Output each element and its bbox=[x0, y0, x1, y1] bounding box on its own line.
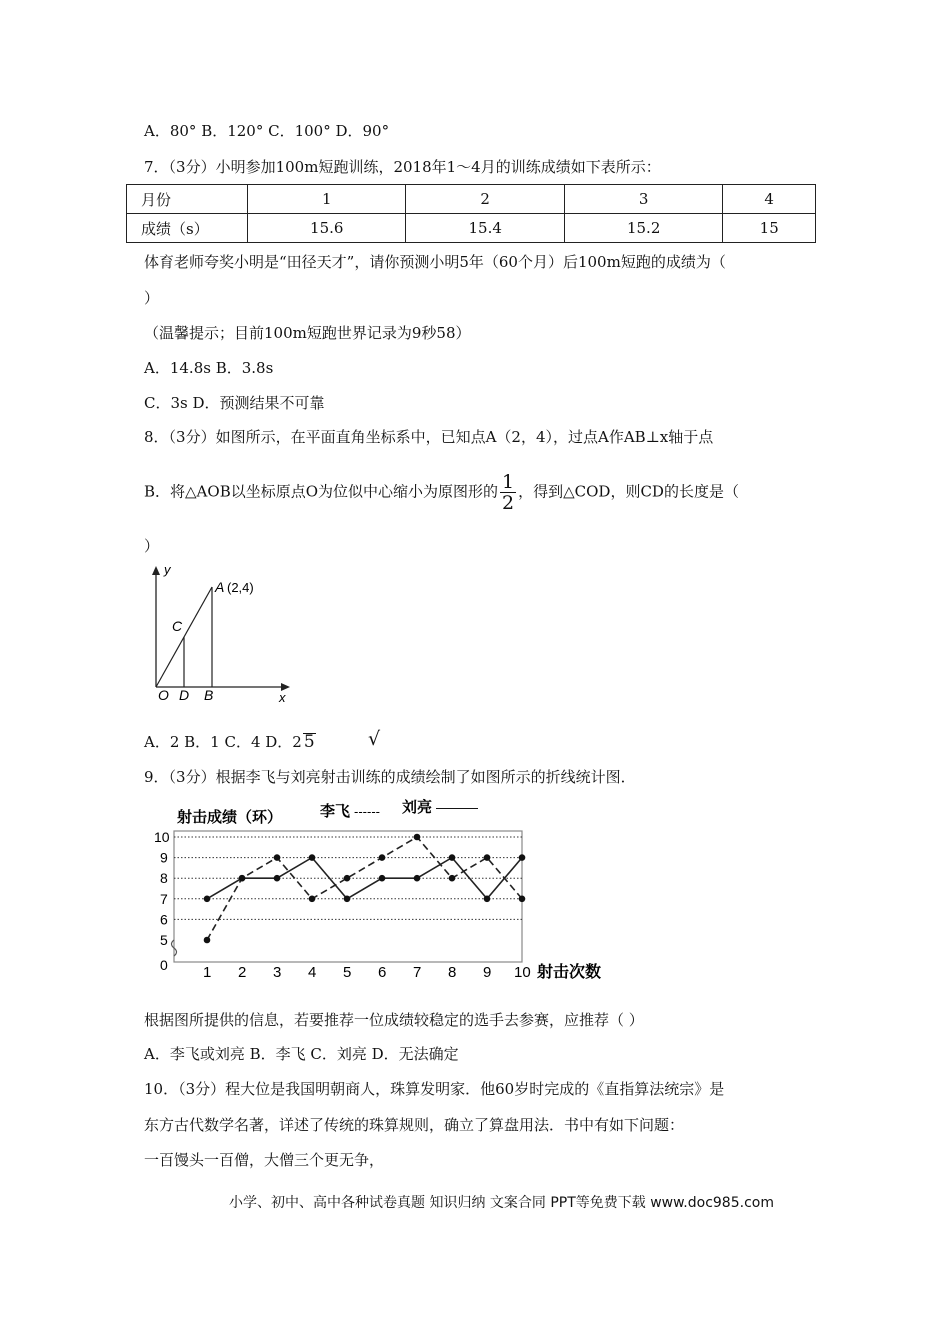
sqrt-symbol bbox=[303, 733, 316, 751]
radical-sign-icon: √ bbox=[368, 728, 381, 750]
fraction-denominator: 2 bbox=[502, 492, 515, 514]
x-tick-label: 9 bbox=[483, 964, 492, 981]
table-cell: 1 bbox=[248, 185, 406, 214]
q8-options bbox=[144, 731, 316, 752]
x-tick-label: 4 bbox=[308, 964, 317, 981]
table-cell: 2 bbox=[406, 185, 564, 214]
data-point bbox=[309, 896, 316, 903]
q9-question: 根据图所提供的信息，若要推荐一位成绩较稳定的选手去参赛，应推荐（ ） bbox=[144, 1011, 644, 1029]
x-tick-label: 8 bbox=[448, 964, 457, 981]
q8-line2-before: B．将△AOB以坐标原点O为位似中心缩小为原图形的 bbox=[144, 482, 499, 501]
x-axis-label: x bbox=[279, 690, 286, 705]
q8-text-line2 bbox=[144, 472, 739, 513]
data-point bbox=[204, 937, 211, 944]
point-a-coordinate: (2,4) bbox=[227, 580, 254, 595]
q8-line2-after: ，得到△COD，则CD的长度是（ bbox=[518, 482, 739, 501]
q8-options-text: A．2 B．1 C．4 D．2 bbox=[144, 733, 302, 751]
table-cell: 15.2 bbox=[564, 214, 722, 243]
data-point bbox=[519, 854, 526, 861]
score-table bbox=[126, 184, 816, 243]
q10-line1: 10．（3分）程大位是我国明朝商人，珠算发明家．他60岁时完成的《直指算法统宗》是 bbox=[144, 1080, 725, 1098]
data-point bbox=[344, 875, 351, 882]
data-point bbox=[379, 854, 386, 861]
y-axis-label: y bbox=[164, 562, 171, 577]
data-point bbox=[414, 834, 421, 841]
data-point bbox=[449, 875, 456, 882]
data-point bbox=[274, 854, 281, 861]
data-point bbox=[414, 875, 421, 882]
data-point bbox=[309, 854, 316, 861]
x-tick-label: 5 bbox=[343, 964, 352, 981]
q7-options-ab: A．14.8s B．3.8s bbox=[144, 359, 274, 377]
point-c-label: C bbox=[172, 618, 183, 634]
q10-line3: 一百馒头一百僧，大僧三个更无争， bbox=[144, 1151, 385, 1169]
x-tick-label: 7 bbox=[413, 964, 422, 981]
data-point bbox=[519, 896, 526, 903]
point-d-label: D bbox=[179, 687, 190, 703]
table-cell: 15 bbox=[723, 214, 816, 243]
data-point bbox=[449, 854, 456, 861]
q6-options: A．80° B．120° C．100° D．90° bbox=[144, 122, 390, 140]
x-tick-label: 2 bbox=[238, 964, 247, 981]
data-point bbox=[484, 854, 491, 861]
point-a-label: A bbox=[215, 579, 225, 595]
q10-line2: 东方古代数学名著，详述了传统的珠算规则，确立了算盘用法．书中有如下问题： bbox=[144, 1116, 685, 1134]
y-tick-zero: 0 bbox=[160, 957, 168, 973]
y-tick-label: 7 bbox=[160, 890, 168, 907]
q7-options-cd: C．3s D．预测结果不可靠 bbox=[144, 394, 325, 412]
data-point bbox=[274, 875, 281, 882]
table-cell: 成绩（s） bbox=[127, 214, 248, 243]
q8-text-line1: 8．（3分）如图所示，在平面直角坐标系中，已知点A（2，4），过点A作AB⊥x轴于点 bbox=[144, 428, 714, 446]
x-tick-label: 6 bbox=[378, 964, 387, 981]
data-point bbox=[379, 875, 386, 882]
data-point bbox=[484, 896, 491, 903]
y-tick-label: 6 bbox=[160, 911, 168, 928]
table-cell: 4 bbox=[723, 185, 816, 214]
legend-label-lifei: 李飞 bbox=[320, 803, 351, 820]
legend-line-dashed: ------ bbox=[354, 804, 380, 819]
q7-text-line1: 体育老师夸奖小明是“田径天才”，请你预测小明5年（60个月）后100m短跑的成绩为（ bbox=[144, 253, 726, 271]
y-tick-label: 8 bbox=[160, 870, 168, 887]
y-tick-label: 10 bbox=[154, 829, 170, 845]
fraction bbox=[500, 472, 516, 513]
q9-stem: 9．（3分）根据李飞与刘亮射击训练的成绩绘制了如图所示的折线统计图． bbox=[144, 768, 636, 786]
line-chart bbox=[140, 790, 620, 986]
data-point bbox=[204, 896, 211, 903]
legend-line-solid: ——— bbox=[436, 799, 478, 815]
origin-label: O bbox=[158, 687, 169, 703]
q8-text-line3: ） bbox=[144, 537, 160, 555]
table-cell: 3 bbox=[564, 185, 722, 214]
y-tick-label: 9 bbox=[160, 849, 168, 866]
page-footer: 小学、初中、高中各种试卷真题 知识归纳 文案合同 PPT等免费下载 www.doc985.com bbox=[229, 1195, 774, 1211]
q7-stem: 7．（3分）小明参加100m短跑训练，2018年1～4月的训练成绩如下表所示： bbox=[144, 158, 661, 176]
x-tick-label: 10 bbox=[514, 964, 531, 981]
legend-label-liuliang: 刘亮 bbox=[402, 799, 433, 816]
x-tick-label: 3 bbox=[273, 964, 282, 981]
chart-x-axis-label: 射击次数 bbox=[537, 964, 602, 981]
table-row bbox=[127, 214, 816, 243]
q7-text-line2: ） bbox=[144, 289, 160, 307]
data-point bbox=[344, 896, 351, 903]
table-row bbox=[127, 185, 816, 214]
coordinate-figure bbox=[140, 560, 300, 705]
table-cell: 15.4 bbox=[406, 214, 564, 243]
table-cell: 月份 bbox=[127, 185, 248, 214]
table-cell: 15.6 bbox=[248, 214, 406, 243]
fraction-numerator: 1 bbox=[502, 471, 515, 493]
x-tick-label: 1 bbox=[203, 964, 212, 981]
chart-y-axis-label: 射击成绩（环） bbox=[177, 809, 283, 826]
sqrt-radicand: 5 bbox=[303, 732, 315, 752]
y-tick-label: 5 bbox=[160, 932, 168, 948]
data-point bbox=[239, 875, 246, 882]
q7-hint: （温馨提示；目前100m短跑世界记录为9秒58） bbox=[144, 324, 471, 342]
q9-options: A．李飞或刘亮 B．李飞 C．刘亮 D．无法确定 bbox=[144, 1045, 459, 1063]
point-b-label: B bbox=[204, 687, 214, 703]
